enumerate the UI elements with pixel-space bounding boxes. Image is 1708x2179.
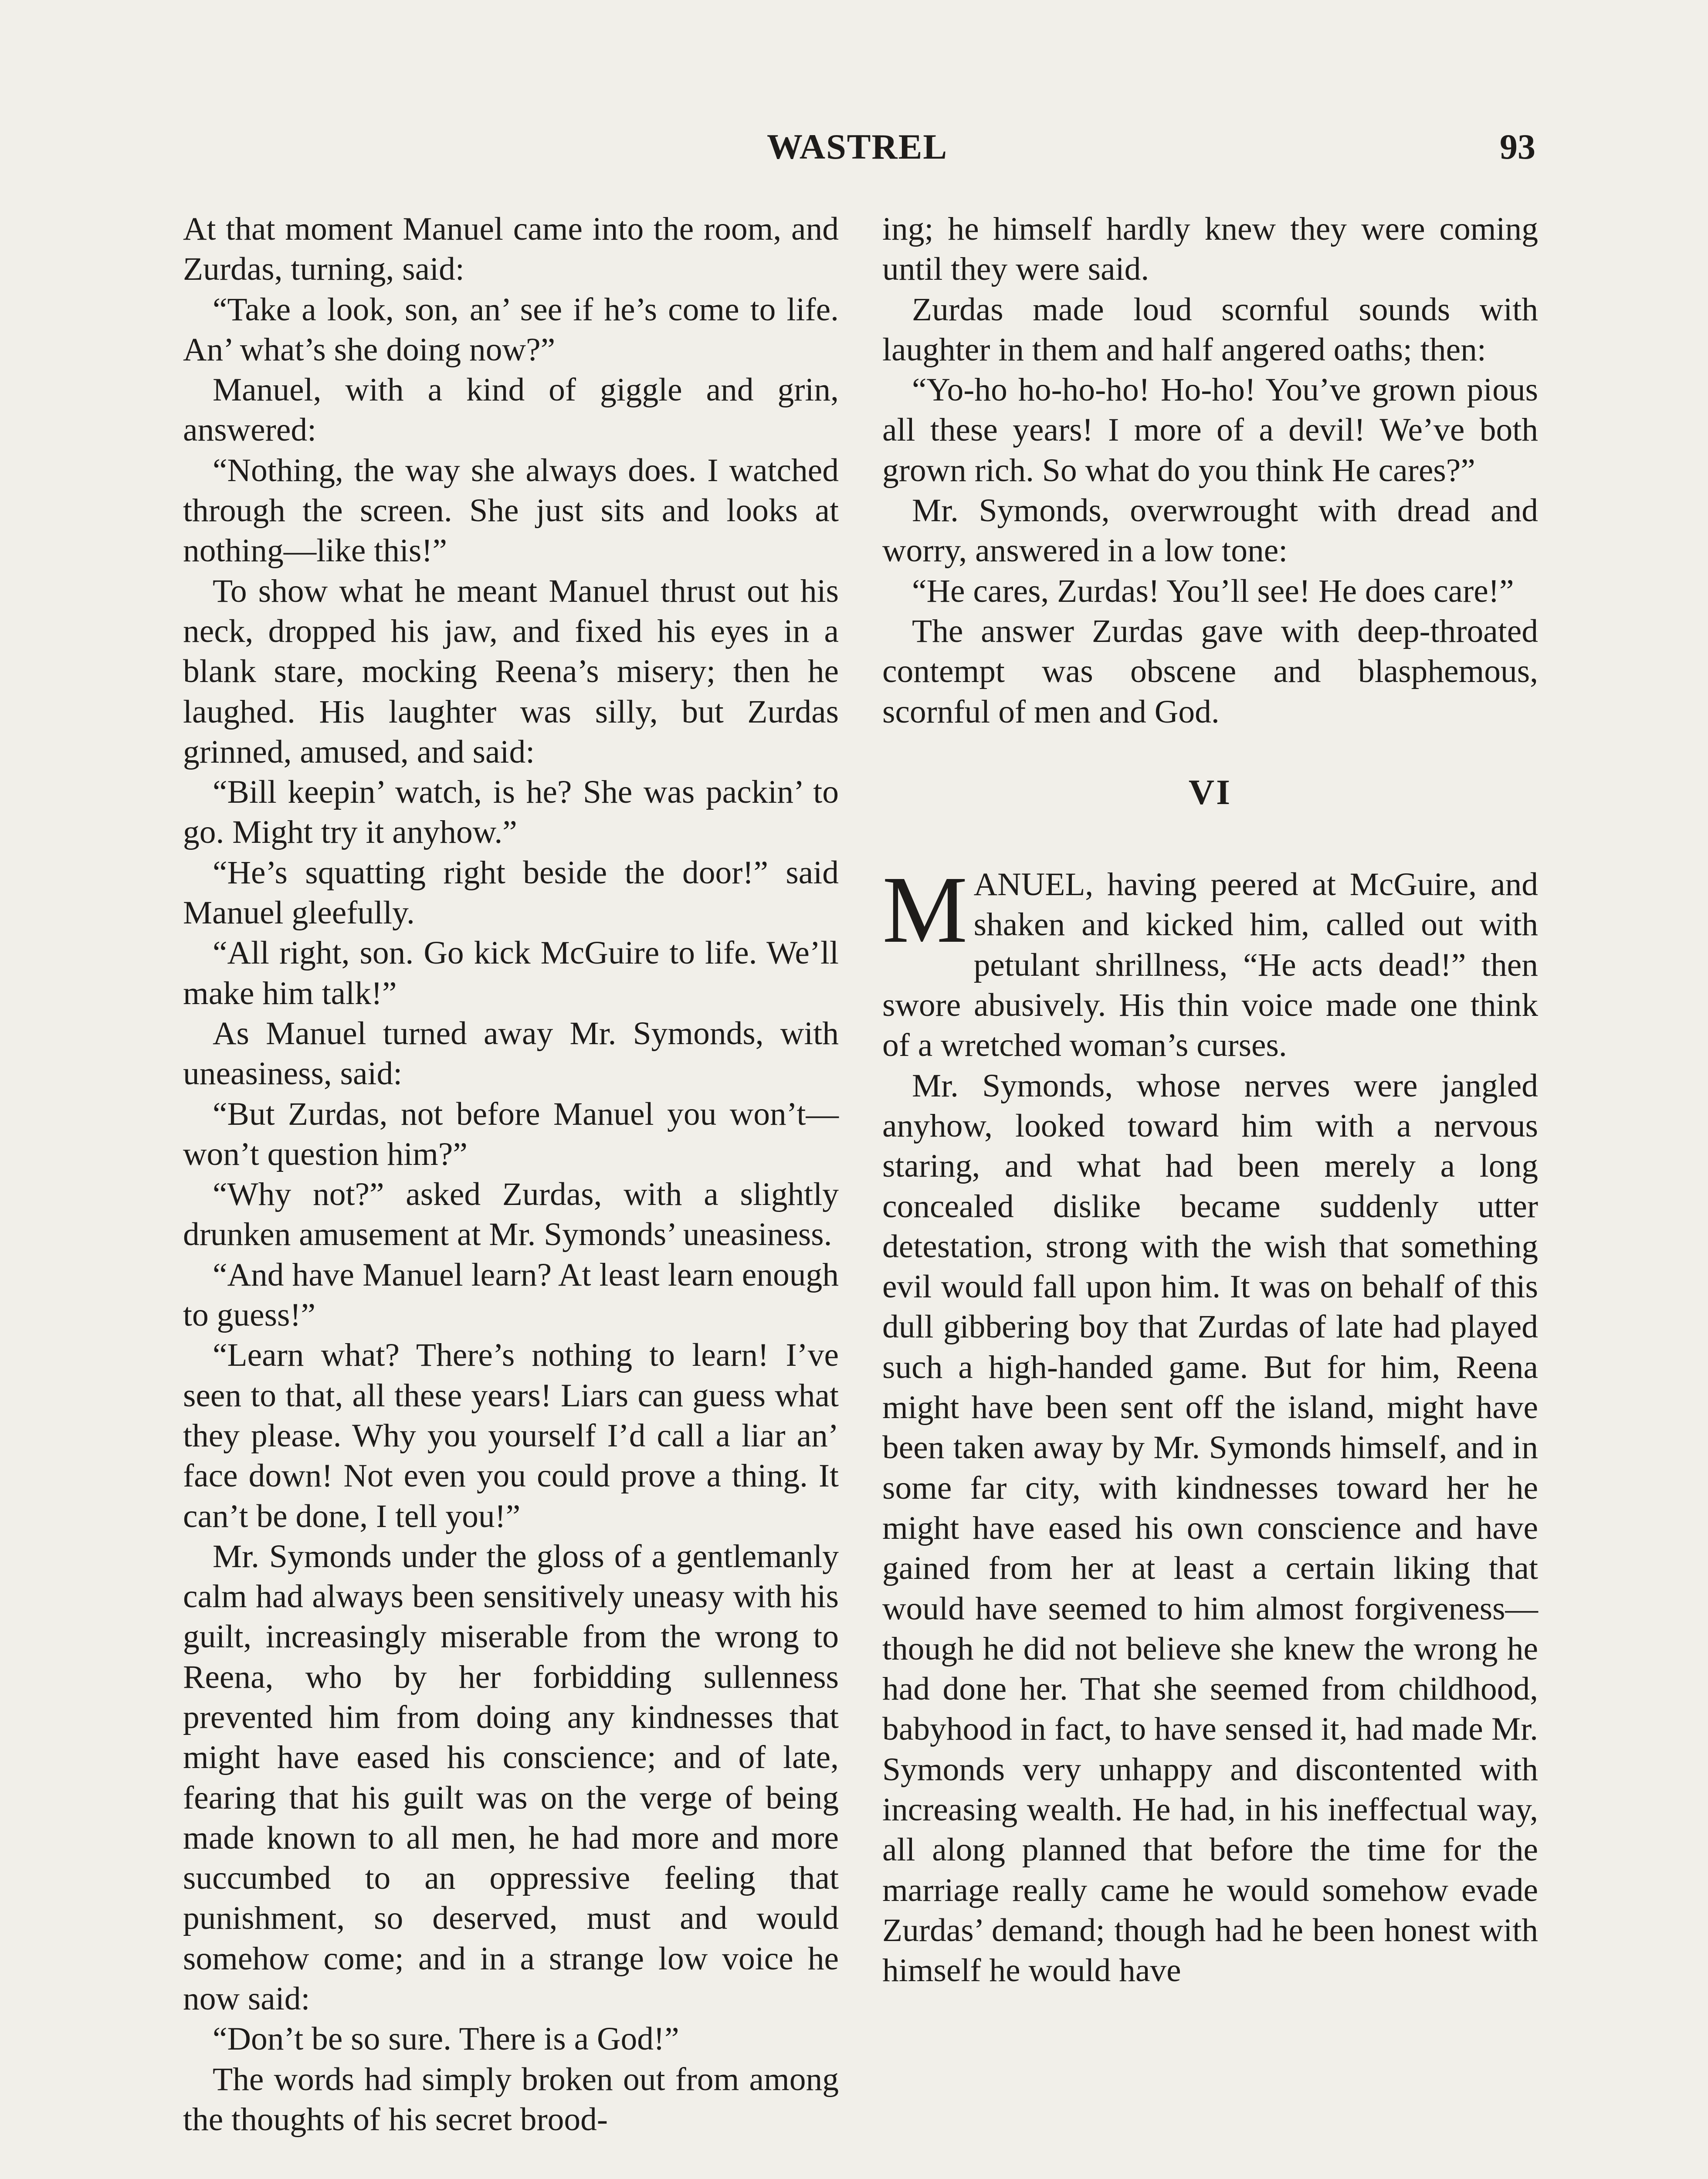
- paragraph: Manuel, with a kind of giggle and grin, answered:: [183, 372, 839, 448]
- paragraph: To show what he meant Manuel thrust out his neck, dropped his jaw, and fixed his eyes in a blank stare, mocking Reena’s misery; then he laughed. His laughter was silly, but Zurdas grinned, amused, and said:: [183, 573, 839, 770]
- paragraph: Mr. Symonds under the gloss of a gentlemanly calm had always been sensitively uneasy with his guilt, increasingly miserable from the wrong to Reena, who by her forbidding sullenness prevented him from doing any kindnesses that might have eased his conscience; and of late, fearing that his guilt was on the verge of being made known to all men, he had more and more succumbed to an oppressive feeling that punishment, so deserved, must and would somehow come; and in a strange low voice he now said:: [183, 1538, 839, 2017]
- drop-cap-paragraph: MANUEL, having peered at McGuire, and shaken and kicked him, called out with petulant shrillness, “He acts dead!” then swore abusively. His thin voice made one think of a wretched woman’s curses.: [882, 856, 1538, 1064]
- paragraph: At that moment Manuel came into the room, and Zurdas, turning, said:: [183, 211, 839, 288]
- paragraph: “But Zurdas, not before Manuel you won’t—won’t question him?”: [183, 1096, 839, 1172]
- paragraph: The answer Zurdas gave with deep-throated contempt was obscene and blasphemous, scornful of men and God.: [882, 613, 1538, 730]
- right-column: [882, 209, 1538, 1991]
- section-heading: VI: [1188, 772, 1232, 812]
- paragraph: “He’s squatting right beside the door!” said Manuel gleefully.: [183, 854, 839, 931]
- paragraph: Zurdas made loud scornful sounds with laughter in them and half angered oaths; then:: [882, 291, 1538, 368]
- left-column: [183, 209, 839, 2140]
- paragraph: Mr. Symonds, overwrought with dread and worry, answered in a low tone:: [882, 492, 1538, 569]
- paragraph: Mr. Symonds, whose nerves were jangled anyhow, looked toward him with a nervous staring, and what had been merely a long concealed dislike became suddenly utter detestation, strong with the wish that something evil would fall upon him. It was on behalf of this dull gibbering boy that Zurdas of late had played such a high-handed game. But for him, Reena might have been sent off the island, might have been taken away by Mr. Symonds himself, and in some far city, with kindnesses toward her he might have eased his own conscience and have gained from her at least a certain liking that would have seemed to him almost forgiveness—though he did not believe she knew the wrong he had done her. That she seemed from childhood, babyhood in fact, to have sensed it, had made Mr. Symonds very unhappy and discontented with increasing wealth. He had, in his ineffectual way, all along planned that before the time for the marriage really came he would somehow evade Zurdas’ demand; though had he been honest with himself he would have: [882, 1067, 1538, 1989]
- paragraph: “All right, son. Go kick McGuire to life. We’ll make him talk!”: [183, 935, 839, 1011]
- paragraph: “Learn what? There’s nothing to learn! I’ve seen to that, all these years! Liars can guess what they please. Why you yourself I’d call a liar an’ face down! Not even you could prove a thing. It can’t be done, I tell you!”: [183, 1337, 839, 1534]
- page-number: 93: [1500, 127, 1535, 166]
- running-head: WASTREL: [767, 127, 948, 166]
- paragraph: As Manuel turned away Mr. Symonds, with uneasiness, said:: [183, 1015, 839, 1092]
- paragraph: “And have Manuel learn? At least learn enough to guess!”: [183, 1256, 839, 1334]
- paragraph: “Nothing, the way she always does. I watched through the screen. She just sits and looks at nothing—like this!”: [183, 452, 839, 569]
- paragraph: “Take a look, son, an’ see if he’s come to life. An’ what’s she doing now?”: [183, 291, 839, 368]
- paragraph: “Yo-ho ho-ho-ho! Ho-ho! You’ve grown pious all these years! I more of a devil! We’ve both grown rich. So what do you think He cares?”: [882, 372, 1538, 489]
- paragraph: “Bill keepin’ watch, is he? She was packin’ to go. Might try it anyhow.”: [183, 774, 839, 851]
- paragraph: The words had simply broken out from among the thoughts of his secret brood-: [183, 2061, 839, 2138]
- paragraph: “Why not?” asked Zurdas, with a slightly drunken amusement at Mr. Symonds’ uneasiness.: [183, 1176, 839, 1253]
- paragraph-continued: ing; he himself hardly knew they were coming until they were said.: [882, 211, 1538, 288]
- paragraph: “He cares, Zurdas! You’ll see! He does care!”: [912, 573, 1514, 609]
- paragraph: “Don’t be so sure. There is a God!”: [213, 2021, 679, 2057]
